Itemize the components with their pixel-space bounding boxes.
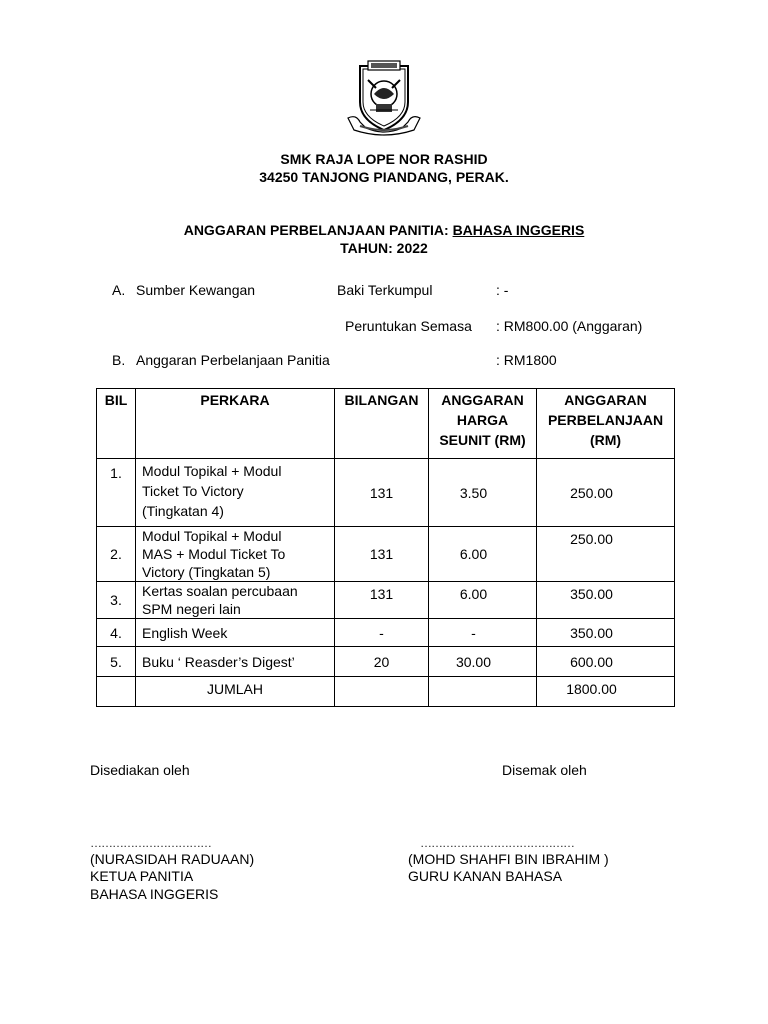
total-bil-empty [97, 677, 136, 707]
table-row [97, 647, 675, 677]
table-row [97, 582, 675, 619]
signature-line-right: …………………………………… [420, 836, 574, 850]
signature-line-left: …………………………… [90, 836, 211, 850]
table-row [97, 619, 675, 647]
peruntukan-label: Peruntukan Semasa [345, 318, 472, 334]
row-bilangan: - [335, 619, 429, 647]
row-harga: 3.50 [429, 459, 537, 527]
row-harga: 6.00 [429, 582, 537, 619]
row-perbelanjaan: 350.00 [537, 582, 675, 619]
school-name: SMK RAJA LOPE NOR RASHID [280, 151, 488, 167]
header-bilangan: BILANGAN [335, 389, 429, 459]
row-perkara-line: Modul Topikal + Modul [142, 463, 282, 479]
document-title [0, 222, 768, 238]
prepared-by-label: Disediakan oleh [90, 762, 190, 778]
row-perkara-line: Buku ‘ Reasder’s Digest’ [142, 653, 295, 670]
checked-name: (MOHD SHAHFI BIN IBRAHIM ) [408, 851, 609, 867]
peruntukan-value: : RM800.00 (Anggaran) [496, 318, 643, 334]
row-bilangan: 131 [335, 527, 429, 582]
header-perkara: PERKARA [136, 389, 335, 459]
row-harga: - [429, 619, 537, 647]
prepared-title-2: BAHASA INGGERIS [90, 886, 219, 902]
row-perbelanjaan: 250.00 [537, 527, 675, 582]
row-bilangan: 20 [335, 647, 429, 677]
total-value: 1800.00 [537, 677, 675, 707]
row-bil: 4. [97, 619, 136, 647]
document-year: TAHUN: 2022 [340, 240, 428, 256]
row-perbelanjaan: 600.00 [537, 647, 675, 677]
budget-table [96, 388, 675, 707]
header-harga-line-1: ANGGARAN [441, 392, 524, 408]
row-perkara-line: MAS + Modul Ticket To [142, 546, 286, 562]
row-perkara-line: Kertas soalan percubaan [142, 583, 298, 599]
checked-title: GURU KANAN BAHASA [408, 868, 563, 884]
baki-label: Baki Terkumpul [337, 282, 433, 298]
row-bilangan: 131 [335, 582, 429, 619]
row-perkara [136, 619, 335, 647]
prepared-name: (NURASIDAH RADUAAN) [90, 851, 255, 867]
row-perkara [136, 647, 335, 677]
row-bil: 1. [97, 459, 136, 527]
section-b-text: Anggaran Perbelanjaan Panitia [136, 352, 330, 368]
total-bilangan-empty [335, 677, 429, 707]
row-perkara-line: English Week [142, 624, 228, 641]
row-perkara-line: Victory (Tingkatan 5) [142, 564, 271, 580]
row-perkara-line: Modul Topikal + Modul [142, 528, 282, 544]
baki-value: : - [496, 282, 509, 298]
section-b-value: : RM1800 [496, 352, 557, 368]
row-bil: 2. [97, 527, 136, 582]
header-harga-line-2: HARGA [456, 412, 509, 428]
title-prefix: ANGGARAN PERBELANJAAN PANITIA: [183, 222, 449, 238]
title-subject: BAHASA INGGERIS [452, 222, 585, 238]
school-address: 34250 TANJONG PIANDANG, PERAK. [259, 169, 509, 185]
row-perkara-line: Ticket To Victory [142, 483, 244, 499]
header-belanja-line-3: (RM) [589, 432, 622, 448]
row-perkara-line: (Tingkatan 4) [142, 503, 224, 519]
row-perkara [136, 459, 335, 527]
table-header-row [97, 389, 675, 459]
row-bilangan: 131 [335, 459, 429, 527]
row-perkara [136, 582, 335, 619]
section-b-label: B. [112, 352, 126, 368]
total-harga-empty [429, 677, 537, 707]
school-crest-logo [346, 58, 422, 138]
row-perkara [136, 527, 335, 582]
row-bil: 5. [97, 647, 136, 677]
header-perbelanjaan [537, 389, 675, 459]
row-perbelanjaan: 250.00 [537, 459, 675, 527]
header-harga-line-3: SEUNIT (RM) [439, 432, 526, 448]
row-harga: 6.00 [429, 527, 537, 582]
section-a-text: Sumber Kewangan [136, 282, 256, 298]
prepared-title-1: KETUA PANITIA [90, 868, 194, 884]
row-perbelanjaan: 350.00 [537, 619, 675, 647]
section-a-label: A. [112, 282, 126, 298]
header-belanja-line-1: ANGGARAN [564, 392, 647, 408]
header-harga [429, 389, 537, 459]
header-belanja-line-2: PERBELANJAAN [547, 412, 664, 428]
table-total-row [97, 677, 675, 707]
row-bil: 3. [97, 582, 136, 619]
checked-by-label: Disemak oleh [502, 762, 587, 778]
row-perkara-line: SPM negeri lain [142, 601, 241, 617]
table-row [97, 459, 675, 527]
header-bil: BIL [97, 389, 136, 459]
total-label: JUMLAH [136, 677, 335, 707]
table-row [97, 527, 675, 582]
row-harga: 30.00 [429, 647, 537, 677]
